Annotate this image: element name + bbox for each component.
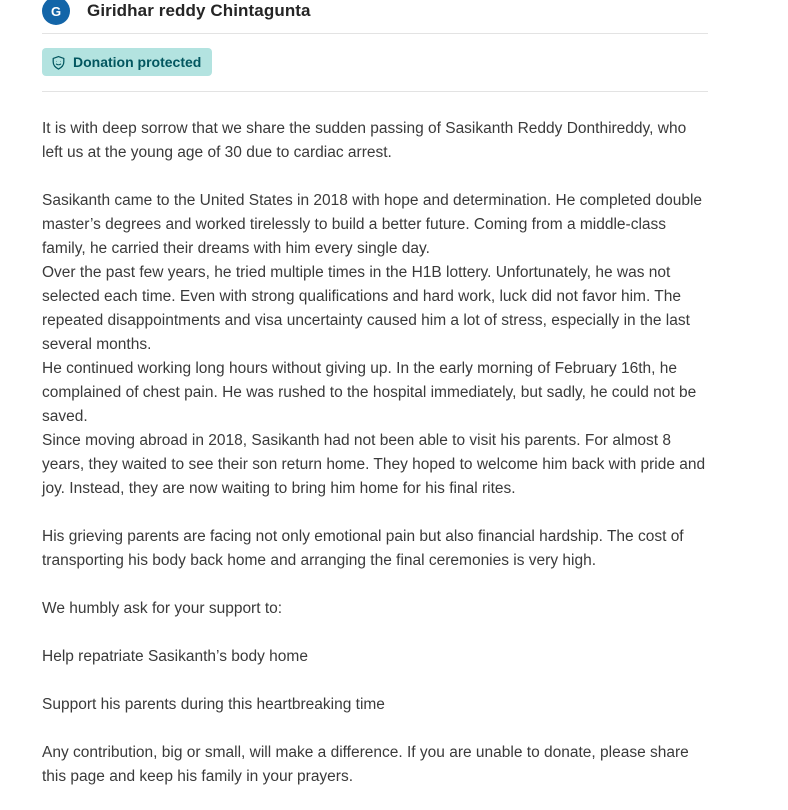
organizer-row — [42, 0, 708, 27]
story-paragraph: Support his parents during this heartbreaking time — [42, 696, 385, 713]
divider — [42, 33, 708, 34]
donation-protected-label: Donation protected — [73, 54, 202, 70]
story-paragraph: His grieving parents are facing not only emotional pain but also financial hardship. The cost of transporting his body back home and arranging the final ceremonies is very high. — [42, 528, 684, 569]
campaign-story-section — [42, 0, 708, 789]
story-paragraph: Over the past few years, he tried multiple times in the H1B lottery. Unfortunately, he was not selected each time. Even with strong qualifications and hard work, luck did not favor him. The repeated disappointments and visa uncertainty caused him a lot of stress, especially in the last several months. — [42, 264, 690, 353]
story-paragraph: It is with deep sorrow that we share the sudden passing of Sasikanth Reddy Donthireddy, who left us at the young age of 30 due to cardiac arrest. — [42, 120, 687, 161]
story-text — [42, 117, 708, 789]
divider — [42, 91, 708, 92]
organizer-name: Giridhar reddy Chintagunta — [87, 1, 311, 20]
organizer-avatar: G — [42, 0, 70, 25]
donation-protected-badge[interactable] — [42, 48, 212, 76]
badge-row — [42, 48, 708, 76]
story-paragraph: He continued working long hours without giving up. In the early morning of February 16th, he complained of chest pain. He was rushed to the hospital immediately, but sadly, he could not be saved. — [42, 360, 697, 425]
story-paragraph: Sasikanth came to the United States in 2018 with hope and determination. He completed double master’s degrees and worked tirelessly to build a better future. Coming from a middle-class family, he carried their dreams with him every single day. — [42, 192, 703, 257]
story-paragraph: Since moving abroad in 2018, Sasikanth had not been able to visit his parents. For almost 8 years, they waited to see their son return home. They hoped to welcome him back with pride and joy. Instead, they are now waiting to bring him home for his final rites. — [42, 432, 706, 497]
story-paragraph: We humbly ask for your support to: — [42, 600, 283, 617]
shield-face-icon — [51, 55, 66, 70]
story-paragraph: Help repatriate Sasikanth’s body home — [42, 648, 308, 665]
story-paragraph: Any contribution, big or small, will make a difference. If you are unable to donate, please share this page and keep his family in your prayers. — [42, 744, 689, 785]
